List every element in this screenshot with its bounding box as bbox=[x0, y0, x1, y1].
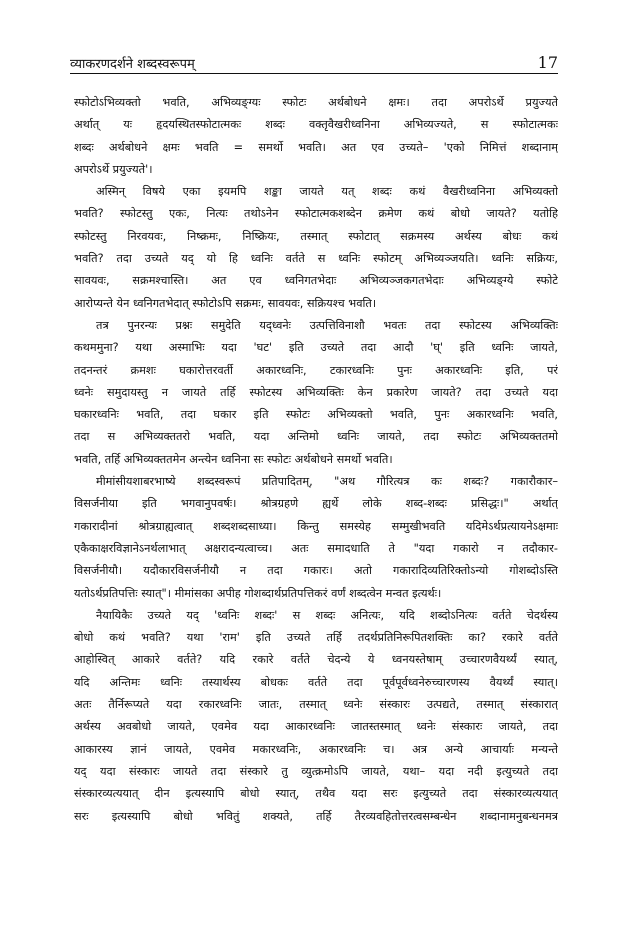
text-line: आहोस्वित् आकारे वर्तते? यदि रकारे वर्तते चेदन्ये ये ध्वनयस्तेषाम् उच्चारणवैयर्थ्यं स्यात्, bbox=[74, 653, 558, 667]
text-line: आरोप्यन्ते येन ध्वनिगतभेदात् स्फोटोऽपि सक्रमः, सावयवः, सक्रियश्च भवति। bbox=[74, 296, 377, 310]
text-line: शब्दः अर्थबोधने क्षमः भवति = समर्थो भवति। अत एव उच्यते– 'एको निमित्तं शब्दानाम् bbox=[74, 140, 558, 154]
text-line: यतोऽर्थप्रतिपत्तिः स्यात्"। मीमांसका अपीह गोशब्दार्थप्रतिपत्तिकरं वर्णं शब्दत्वेन मन्वत इत्यर्थः। bbox=[74, 586, 442, 600]
text-line: सावयवः, सक्रमश्चास्ति। अत एव ध्वनिगतभेदाः अभिव्यञ्जकगतभेदाः अभिव्यङ्ग्ये स्फोटे bbox=[74, 274, 558, 288]
text-line: संस्कारव्यत्ययात् दीन इत्यस्यापि बोधो स्यात्, तथैव यदा सरः इत्युच्यते तदा संस्कारव्यत्ययात् bbox=[74, 787, 558, 801]
text-line: अस्मिन् विषये एका इयमपि शङ्का जायते यत् शब्दः कथं वैखरीध्वनिना अभिव्यक्तो bbox=[96, 185, 558, 199]
text-line: तदनन्तरं क्रमशः घकारोत्तरवर्ती अकारध्वनिः, टकारध्वनिः पुनः अकारध्वनिः इति, परं bbox=[74, 363, 558, 377]
text-line: तत्र पुनरन्यः प्रश्नः समुदेति यद्ध्वनेः उत्पत्तिविनाशौ भवतः तदा स्फोटस्य अभिव्यक्तिः bbox=[96, 318, 558, 332]
header-rule bbox=[70, 73, 558, 74]
text-line: यदि अन्तिमः ध्वनिः तस्यार्थस्य बोधकः वर्तते तदा पूर्वपूर्वध्वनेरुच्चारणस्य वैयर्थ्यं स्यात्। bbox=[74, 675, 558, 689]
text-line: यद् यदा संस्कारः जायते तदा संस्कारे तु व्युत्क्रमोऽपि जायते, यथा– यदा नदी इत्युच्यते तदा bbox=[74, 764, 558, 778]
text-line: विसर्जनीया इति भगवानुपवर्षः। श्रोत्रग्रहणे ह्यर्थे लोके शब्द-शब्दः प्रसिद्धः।" अर्थात् bbox=[74, 497, 558, 511]
text-line: बोधो कथं भवति? यथा 'राम' इति उच्यते तर्हि तदर्थप्रतिनिरूपितशक्तिः का? रकारे वर्तते bbox=[74, 631, 558, 645]
text-line: सरः इत्यस्यापि बोधो भवितुं शक्यते, तर्हि तैरव्यवहितोत्तरत्वसम्बन्धेन शब्दानामनुबन्धनमत्र bbox=[74, 809, 558, 823]
text-line: अर्थस्य अवबोधो जायते, एवमेव यदा आकारध्वनिः जातस्तस्मात् ध्वनेः संस्कारः जायते, तदा bbox=[74, 720, 558, 734]
text-line: तदा स अभिव्यक्ततरो भवति, यदा अन्तिमो ध्वनिः जायते, तदा स्फोटः अभिव्यक्ततमो bbox=[74, 430, 558, 444]
text-line: मीमांसीयशाबरभाष्ये शब्दस्वरूपं प्रतिपादितम्, "अथ गौरित्यत्र कः शब्दः? गकारौकार– bbox=[96, 475, 558, 489]
text-line: अतः तैर्निरूप्यते यदा रकारध्वनिः जातः, तस्मात् ध्वनेः संस्कारः उत्पद्यते, तस्मात् संस्कारात् bbox=[74, 698, 558, 712]
text-line: कथममुना? यथा अस्माभिः यदा 'घट' इति उच्यते तदा आदौ 'घ्' इति ध्वनिः जायते, bbox=[74, 341, 558, 355]
text-line: घकारध्वनिः भवति, तदा घकार इति स्फोटः अभिव्यक्तो भवति, पुनः अकारध्वनिः भवति, bbox=[74, 408, 558, 422]
paragraph bbox=[74, 315, 558, 471]
text-line: विसर्जनीयौ। यदौकारविसर्जनीयौ न तदा गकारः। अतो गकारादिव्यतिरिक्तोऽन्यो गोशब्दोऽस्ति bbox=[74, 564, 558, 578]
text-line: एकैकाक्षरविज्ञानेऽनर्थलाभात् अक्षरादन्यत्वाच्च। अतः समादधाति ते "यदा गकारो न तदौकार- bbox=[74, 541, 558, 555]
text-line: अर्थात् यः हृदयस्थितस्फोटात्मकः शब्दः वक्तृवैखरीध्वनिना अभिव्यज्यते, स स्फोटात्मकः bbox=[74, 118, 558, 132]
text-line: अपरोऽर्थे प्रयुज्यते'। bbox=[74, 162, 153, 176]
paragraph bbox=[74, 605, 558, 828]
text-line: ध्वनेः समुदायस्तु न जायते तर्हि स्फोटस्य अभिव्यक्तिः केन प्रकारेण जायते? तदा उच्यते यदा bbox=[74, 385, 558, 399]
text-line: स्फोटस्तु निरवयवः, निष्क्रमः, निष्क्रियः, तस्मात् स्फोटात् सक्रमस्य अर्थस्य बोधः कथं bbox=[74, 229, 558, 243]
text-line: भवति? तदा उच्यते यद् यो हि ध्वनिः वर्तते स ध्वनिः स्फोटम् अभिव्यञ्जयति। ध्वनिः सक्रियः, bbox=[74, 252, 558, 266]
text-line: भवति? स्फोटस्तु एकः, नित्यः तथोऽनेन स्फोटात्मकशब्देन क्रमेण कथं बोधो जायते? यतोहि bbox=[74, 207, 558, 221]
body-text bbox=[74, 92, 558, 828]
text-line: गकारादीनां श्रोत्रग्राह्यत्वात् शब्दशब्दसाध्या। किन्तु समस्येह सम्मुखीभवति यदिमेऽर्थप्रत्यायनेऽक्षमाः bbox=[74, 519, 558, 533]
paragraph bbox=[74, 181, 558, 315]
paragraph bbox=[74, 92, 558, 181]
text-line: भवति, तर्हि अभिव्यक्ततमेन अन्त्येन ध्वनिना सः स्फोटः अर्थबोधने समर्थो भवति। bbox=[74, 452, 393, 466]
running-header bbox=[70, 48, 558, 72]
running-title: व्याकरणदर्शने शब्दस्वरूपम् bbox=[70, 57, 195, 72]
paragraph bbox=[74, 471, 558, 605]
text-line: स्फोटोऽभिव्यक्तो भवति, अभिव्यङ्ग्यः स्फोटः अर्थबोधने क्षमः। तदा अपरोऽर्थे प्रयुज्यते bbox=[74, 96, 558, 109]
text-line: आकारस्य ज्ञानं जायते, एवमेव मकारध्वनिः, अकारध्वनिः च। अत्र अन्ये आचार्याः मन्यन्ते bbox=[74, 742, 558, 756]
text-line: नैयायिकैः उच्यते यद् 'ध्वनिः शब्दः' स शब्दः अनित्यः, यदि शब्दोऽनित्यः वर्तते चेदर्थस्य bbox=[96, 608, 558, 622]
page-number: 17 bbox=[537, 53, 558, 72]
